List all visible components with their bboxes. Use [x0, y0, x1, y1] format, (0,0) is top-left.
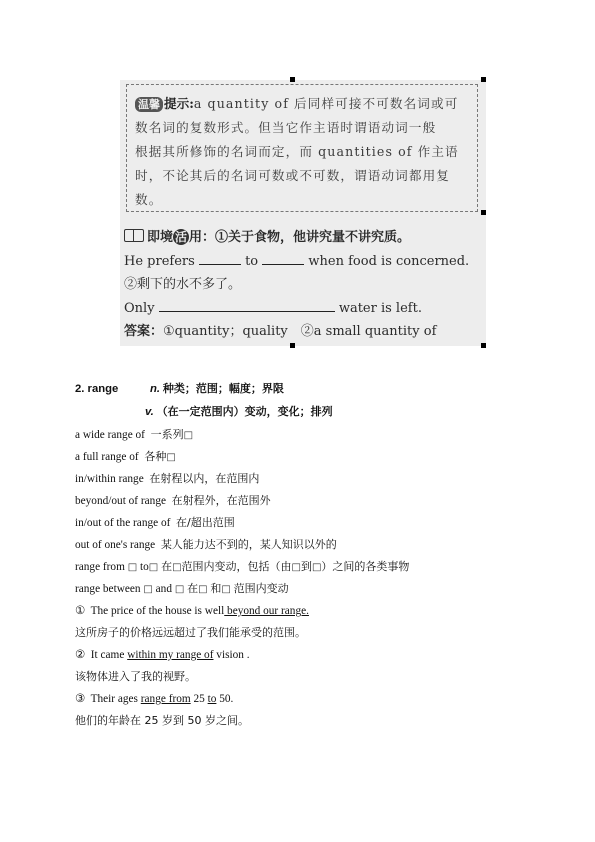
tip-box: [126, 84, 478, 212]
entry-title-row: [75, 382, 284, 396]
phrase-row: a full range of 各种□: [75, 450, 176, 463]
example-translation: 该物体进入了我的视野。: [75, 670, 196, 683]
resize-handle[interactable]: [481, 210, 486, 215]
answer-blank: [262, 254, 304, 265]
practice-heading: 即境 活 用：①关于食物，他讲究量不讲究质。: [124, 226, 484, 250]
example-sentence: ② It came within my range of vision .: [75, 649, 250, 661]
placeholder-box-icon: □: [291, 562, 301, 573]
placeholder-box-icon: □: [198, 584, 208, 595]
phrase-row: range between □ and □ 在□ 和□ 范围内变动: [75, 582, 289, 595]
noun-definition: 种类；范围；幅度；界限: [162, 382, 284, 395]
resize-handle[interactable]: [290, 77, 295, 82]
tip-badge: 温馨: [135, 97, 163, 112]
example-translation: 这所房子的价格远远超过了我们能承受的范围。: [75, 626, 306, 639]
example-translation: 他们的年龄在 25 岁到 50 岁之间。: [75, 714, 249, 727]
example-sentence: ③ Their ages range from 25 to 50.: [75, 693, 234, 705]
pos-noun: n.: [149, 383, 161, 395]
practice-sentence-2: Only water is left.: [124, 300, 422, 316]
phrase-row: in/out of the range of 在/超出范围: [75, 516, 235, 529]
answer-blank: [159, 301, 335, 312]
tip-line: [135, 92, 469, 116]
resize-handle[interactable]: [290, 343, 295, 348]
resize-handle[interactable]: [481, 343, 486, 348]
placeholder-box-icon: □: [183, 430, 194, 441]
practice-badge: 活: [175, 230, 188, 244]
tip-tag: [135, 96, 194, 111]
answer-row: [124, 320, 484, 344]
practice-sentence-1: He prefers to when food is concerned.: [124, 253, 470, 269]
tip-line: 时，不论其后的名词可数或不可数，谓语动词都用复: [135, 168, 450, 183]
practice-section: [124, 226, 484, 344]
tip-line: 数名词的复数形式。但当它作主语时谓语动词一般: [135, 120, 437, 135]
phrase-row: in/within range 在射程以内，在范围内: [75, 472, 260, 485]
book-icon: [124, 229, 144, 242]
example-sentence: ① The price of the house is well beyond our range.: [75, 605, 309, 617]
placeholder-box-icon: □: [127, 562, 138, 573]
placeholder-box-icon: □: [143, 584, 153, 595]
phrase-row: out of one's range 某人能力达不到的，某人知识以外的: [75, 538, 337, 551]
tip-line: 数。: [135, 192, 163, 207]
placeholder-box-icon: □: [148, 562, 159, 573]
placeholder-box-icon: □: [166, 452, 176, 463]
tip-line: 根据其所修饰的名词而定，而 quantities of 作主语: [135, 144, 459, 159]
practice-q2: ②剩下的水不多了。: [124, 277, 242, 292]
placeholder-box-icon: □: [221, 584, 231, 595]
tip-text: a quantity of 后同样可接不可数名词或可: [193, 96, 459, 111]
practice-q1: ①关于食物，他讲究量不讲究质。: [215, 230, 411, 245]
verb-definition: （在一定范围内）变动，变化；排列: [156, 405, 333, 418]
placeholder-box-icon: □: [174, 584, 185, 595]
answer-text: ①quantity；quality ②a small quantity of: [163, 324, 437, 339]
phrase-row: range from □ to□ 在□范围内变动，包括（由□到□）之间的各类事物: [75, 560, 410, 573]
placeholder-box-icon: □: [311, 562, 322, 573]
answer-blank: [199, 254, 241, 265]
phrase-row: a wide range of 一系列□: [75, 428, 194, 441]
answer-label: 答案：: [124, 324, 164, 339]
resize-handle[interactable]: [481, 77, 486, 82]
placeholder-box-icon: □: [172, 562, 182, 573]
pos-verb: v.: [145, 406, 154, 418]
phrase-row: beyond/out of range 在射程外，在范围外: [75, 494, 271, 507]
tip-label: 提示:: [164, 96, 194, 111]
entry-title: 2. range: [75, 383, 119, 395]
scanned-tip-image: [120, 80, 486, 346]
verb-row: [145, 405, 333, 419]
